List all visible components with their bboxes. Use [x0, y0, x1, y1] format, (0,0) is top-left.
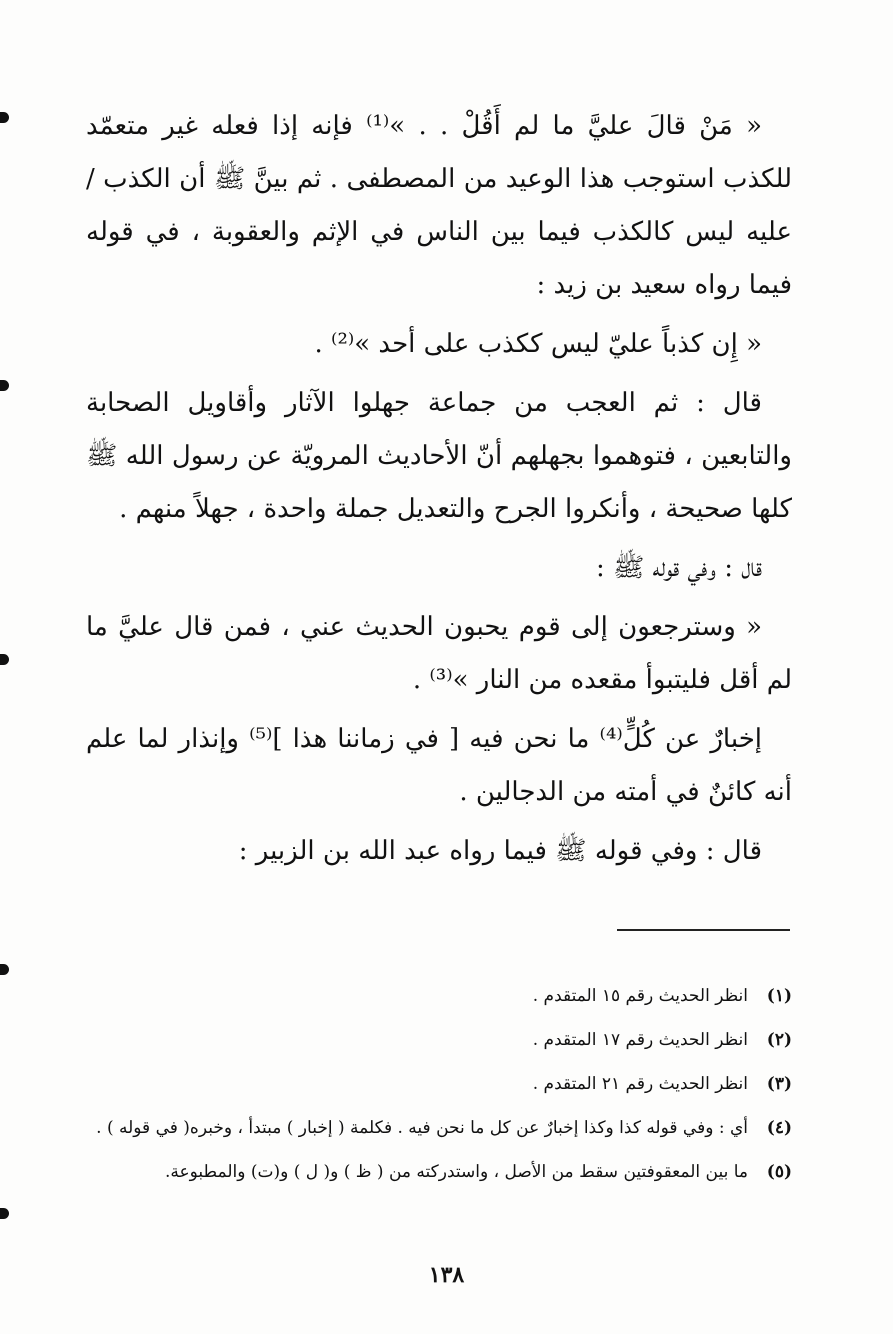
footnote-text: ما بين المعقوفتين سقط من الأصل ، واستدركته من ( ظ ) و( ل ) و(ت) والمطبوعة.: [164, 1162, 748, 1182]
footnote: [86, 1114, 792, 1142]
footnote-number: (٤): [766, 1118, 792, 1138]
footnote-text: انظر الحديث رقم ١٧ المتقدم .: [532, 1030, 748, 1050]
main-text: [86, 100, 792, 884]
margin-mark: [0, 380, 9, 391]
margin-mark: [0, 964, 9, 975]
footnote-number: (١): [766, 986, 792, 1006]
footnote-text: انظر الحديث رقم ١٥ المتقدم .: [532, 986, 748, 1006]
footnote: [86, 1070, 792, 1098]
paragraph: قال : ثم العجب من جماعة جهلوا الآثار وأقاويل الصحابة والتابعين ، فتوهموا بجهلهم أنّ الأحاديث المرويّة عن رسول الله ﷺ كلها صحيحة ، وأنكروا الجرح والتعديل جملة واحدة ، جهلاً منهم .: [86, 388, 792, 524]
footnote-text: انظر الحديث رقم ٢١ المتقدم .: [532, 1074, 748, 1094]
footnote-number: (٣): [766, 1074, 792, 1094]
hadith-quote: « إِن كذباً عليّ ليس ككذب على أحد »⁽²⁾ .: [314, 329, 762, 359]
margin-mark: [0, 654, 9, 665]
paragraph: قال : وفي قوله ﷺ :: [595, 553, 762, 583]
footnote-separator: [617, 929, 790, 931]
footnote-number: (٢): [766, 1030, 792, 1050]
footnote-text: أي : وفي قوله كذا وكذا إخبارٌ عن كل ما نحن فيه . فكلمة ( إخبار ) مبتدأ ، وخبره( في قوله ) .: [96, 1118, 748, 1138]
paragraph: إخبارٌ عن كُلٍّ⁽⁴⁾ ما نحن فيه [ في زماننا هذا ]⁽⁵⁾ وإنذار لما علم أنه كائنٌ في أمته من الدجالين .: [86, 724, 792, 807]
footnote: [86, 982, 792, 1010]
page-number: ١٣٨: [428, 1262, 465, 1288]
footnote: [86, 1026, 792, 1054]
paragraph: قال : وفي قوله ﷺ فيما رواه عبد الله بن الزبير :: [238, 836, 762, 866]
footnote-number: (٥): [766, 1162, 792, 1182]
margin-mark: [0, 112, 9, 123]
hadith-quote: « وسترجعون إلى قوم يحبون الحديث عني ، فمن قال عليَّ ما لم أقل فليتبوأ مقعده من النار »⁽³⁾ .: [86, 612, 792, 695]
margin-mark: [0, 1208, 9, 1219]
paragraph: « مَنْ قالَ عليَّ ما لم أَقُلْ . . »⁽¹⁾ فإنه إذا فعله غير متعمّد للكذب استوجب هذا الوعيد من المصطفى . ثم بينَّ ﷺ أن الكذب / عليه ليس كالكذب فيما بين الناس في الإثم والعقوبة ، في قوله فيما رواه سعيد بن زيد :: [86, 111, 792, 300]
footnote: [86, 1158, 792, 1186]
footnotes: [86, 982, 792, 1202]
